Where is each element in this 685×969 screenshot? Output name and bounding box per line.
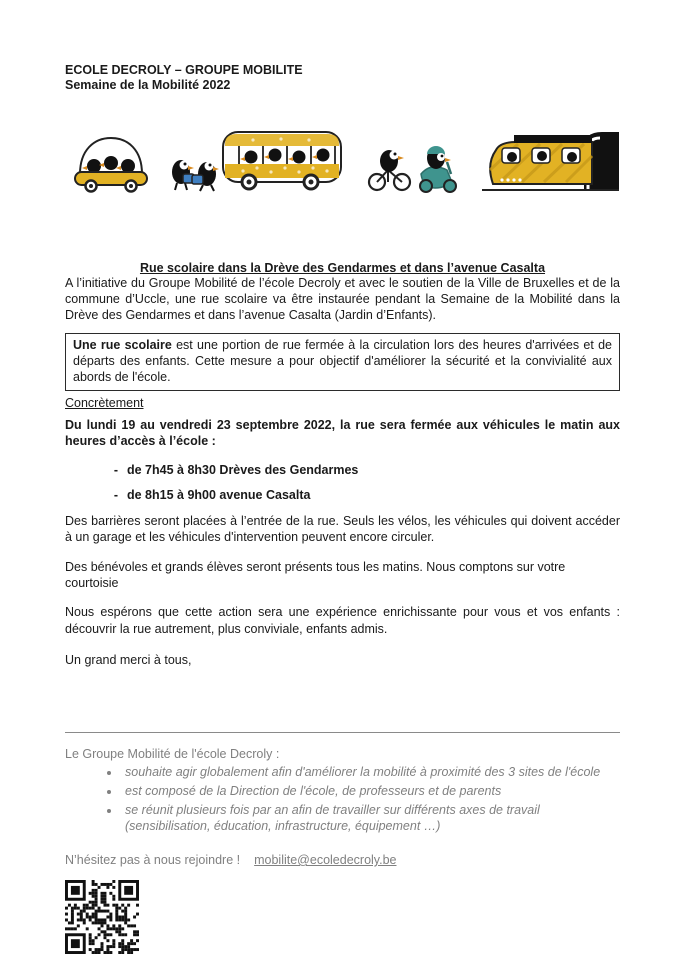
car-icon	[75, 138, 147, 192]
footer-bullet: • est composé de la Direction de l'école, de professeurs et de parents	[121, 783, 620, 799]
footer-group-title: Le Groupe Mobilité de l'école Decroly :	[65, 747, 280, 762]
list-dash-marker: -	[113, 487, 119, 502]
section-heading: Concrètement	[65, 396, 144, 411]
header-org-line: ECOLE DECROLY – GROUPE MOBILITE	[65, 63, 303, 77]
footer-divider	[65, 732, 620, 733]
footer-bullet: • souhaite agir globalement afin d'améliorer la mobilité à proximité des 3 sites de l'école	[121, 764, 620, 780]
bus-icon	[223, 132, 341, 189]
pedestrians-icon	[172, 160, 219, 191]
volunteers-paragraph: Des bénévoles et grands élèves seront présents tous les matins. Nous comptons sur votre courtoisie	[65, 560, 566, 591]
email-link[interactable]: mobilite@ecoledecroly.be	[254, 853, 397, 868]
thanks-paragraph: Un grand merci à tous,	[65, 652, 192, 667]
join-line	[65, 852, 620, 868]
schedule-item	[65, 463, 620, 477]
header-event-line: Semaine de la Mobilité 2022	[65, 78, 231, 92]
mobility-illustration	[65, 126, 620, 201]
schedule-item-text: de 7h45 à 8h30 Drèves des Gendarmes	[127, 462, 359, 477]
footer-section	[65, 746, 620, 954]
info-box-text: est une portion de rue fermée à la circulation lors des heures d'arrivées et de départs des enfants. Cette mesure a pour objectif d'améliorer la sécurité et la convivialité aux abords de l'école.	[73, 337, 612, 385]
footer-bullet: • se réunit plusieurs fois par an afin de travailler sur différents axes de travail (sensibilisation, éducation, infrastructure, équipement …)	[121, 802, 620, 834]
tram-icon	[482, 132, 619, 190]
info-box	[65, 333, 620, 392]
schedule-intro-paragraph: Du lundi 19 au vendredi 23 septembre 2022, la rue sera fermée aux véhicules le matin aux heures d’accès à l’école :	[65, 418, 620, 449]
intro-paragraph: A l’initiative du Groupe Mobilité de l’école Decroly et avec le soutien de la Ville de Bruxelles et de la commune d’Uccle, une rue scolaire va être instaurée pendant la Semaine de la Mobilité dans la Drève des Gendarmes et dans l’avenue Casalta (Jardin d’Enfants).	[65, 276, 620, 323]
scooter-icon	[420, 146, 456, 192]
document-header	[65, 63, 620, 93]
list-dash-marker: -	[113, 462, 119, 477]
footer-bullet-list	[65, 764, 620, 834]
mobility-illustration-svg	[65, 126, 620, 201]
qr-code	[65, 880, 139, 954]
join-text: N’hésitez pas à nous rejoindre !	[65, 853, 241, 868]
info-box-lead: Une rue scolaire	[73, 337, 172, 352]
page-title: Rue scolaire dans la Drève des Gendarmes et dans l’avenue Casalta	[139, 261, 546, 275]
qr-code-svg	[65, 880, 139, 954]
schedule-item	[65, 488, 620, 502]
barriers-paragraph: Des barrières seront placées à l’entrée de la rue. Seuls les vélos, les véhicules qui doivent accéder à un garage et les véhicules d'intervention peuvent encore circuler.	[65, 513, 620, 544]
schedule-item-text: de 8h15 à 9h00 avenue Casalta	[127, 487, 311, 502]
hope-paragraph: Nous espérons que cette action sera une expérience enrichissante pour vous et vos enfants : découvrir la rue autrement, plus conviviale, enfants admis.	[65, 605, 620, 636]
cyclist-icon	[369, 150, 410, 190]
